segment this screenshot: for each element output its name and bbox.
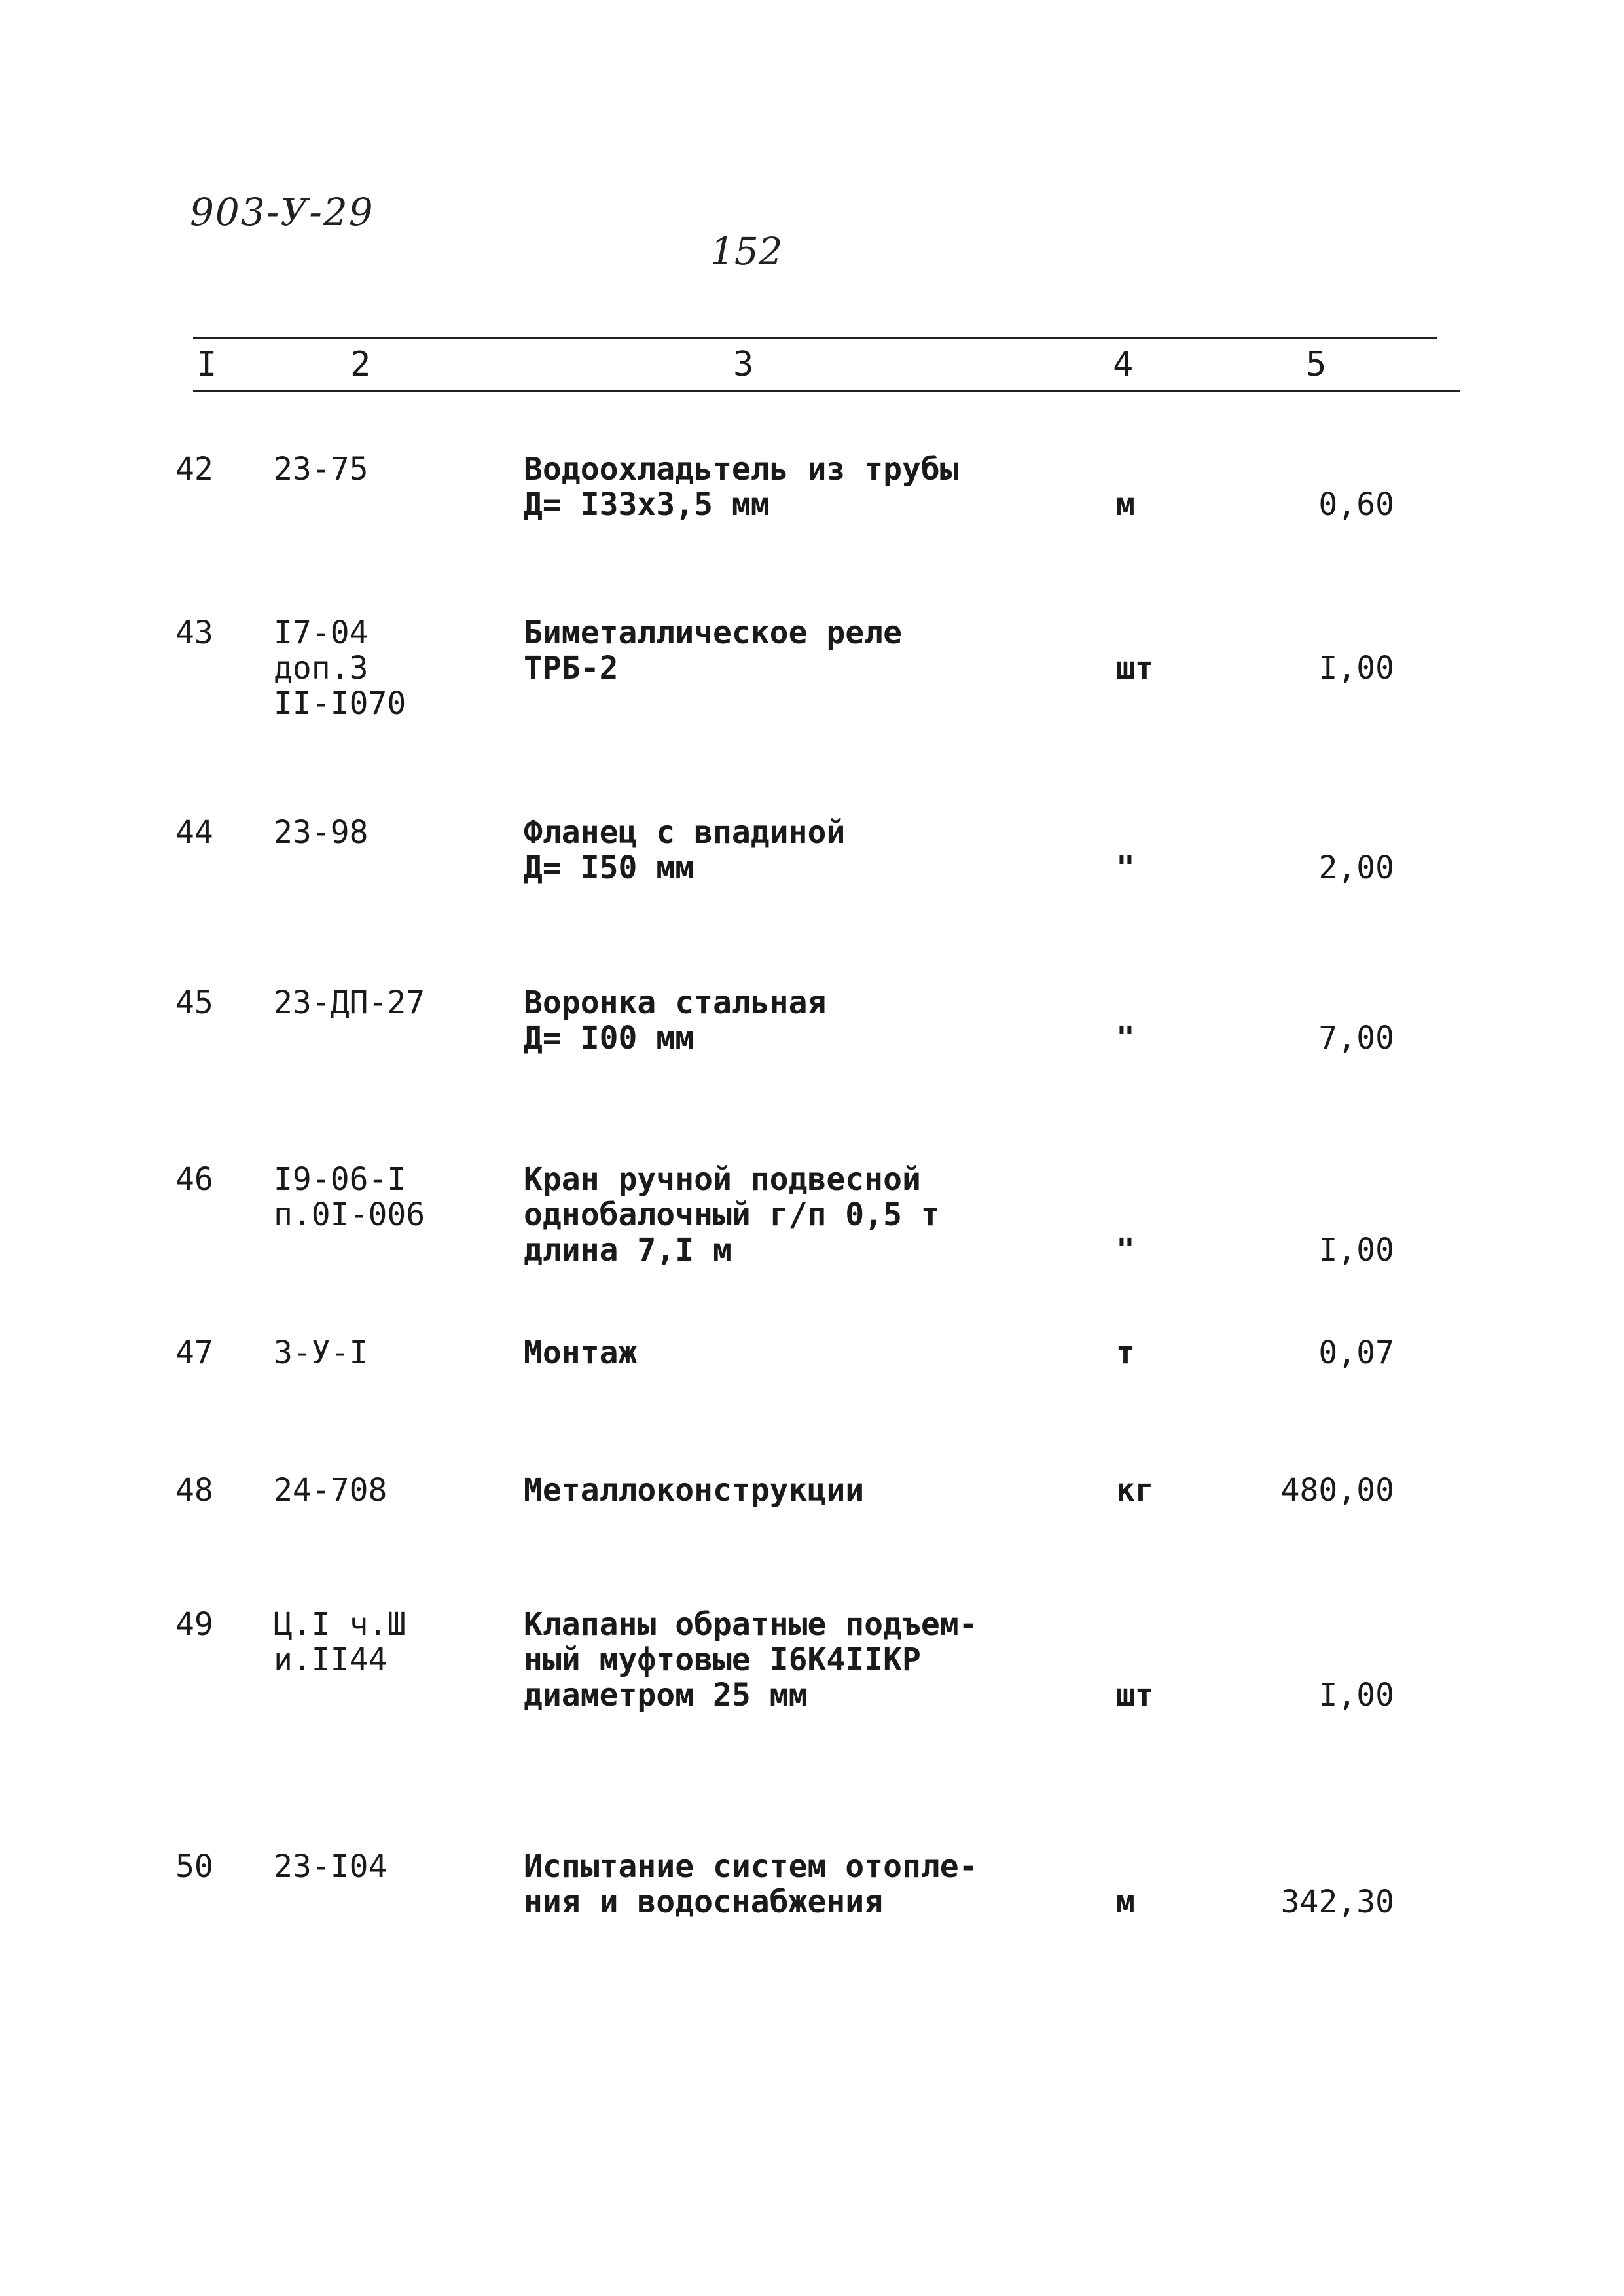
row-code (274, 452, 369, 487)
row-description-line: Д= I50 мм (524, 850, 695, 886)
row-code-line: I9-06-I (274, 1161, 406, 1198)
row-number: 46 (175, 1161, 213, 1198)
row-quantity: I,00 (1318, 650, 1394, 687)
row-description-line: Клапаны обратные подъем- (524, 1606, 978, 1643)
row-quantity: 0,07 (1318, 1335, 1394, 1371)
row-description-line: Д= I00 мм (524, 1020, 695, 1056)
row-unit: " (1116, 1232, 1135, 1268)
row-unit: шт (1116, 650, 1154, 687)
row-description (524, 615, 902, 686)
column-header-5: 5 (1306, 345, 1327, 384)
row-number: 44 (175, 814, 213, 851)
row-description (524, 1162, 940, 1268)
row-code (274, 1162, 425, 1232)
row-description-line: ТРБ-2 (524, 650, 619, 687)
row-code (274, 815, 369, 850)
row-code-line: Ц.I ч.Ш (274, 1606, 406, 1643)
row-code-line: и.II44 (274, 1641, 388, 1678)
row-description-line: ный муфтовые I6К4IIКР (524, 1641, 921, 1678)
row-description (524, 1335, 637, 1371)
row-quantity: 2,00 (1318, 850, 1394, 886)
row-code-line: 23-ДП-27 (274, 984, 425, 1021)
row-code (274, 1849, 387, 1884)
row-description-line: ния и водоснабжения (524, 1884, 884, 1920)
row-code (274, 615, 406, 721)
row-description-line: Биметаллическое реле (524, 615, 902, 651)
row-code (274, 985, 425, 1020)
table-header-rule (193, 390, 1460, 392)
row-code-line: 24-708 (274, 1472, 388, 1509)
row-quantity: 7,00 (1318, 1020, 1394, 1056)
row-description (524, 452, 959, 522)
row-number: 50 (175, 1848, 213, 1885)
row-unit: кг (1116, 1472, 1154, 1509)
column-header-3: 3 (733, 345, 754, 384)
row-unit: м (1116, 486, 1135, 523)
row-unit: шт (1116, 1677, 1154, 1713)
row-code (274, 1335, 369, 1371)
row-description-line: диаметром 25 мм (524, 1677, 808, 1713)
row-description-line: Д= I33х3,5 мм (524, 486, 770, 523)
row-description-line: Водоохладьтель из трубы (524, 451, 959, 488)
table-top-rule (193, 337, 1437, 339)
row-description (524, 815, 845, 886)
column-header-4: 4 (1113, 345, 1134, 384)
row-description-line: длина 7,I м (524, 1232, 732, 1268)
row-code-line: II-I070 (274, 685, 406, 722)
row-description (524, 985, 826, 1056)
row-number: 49 (175, 1606, 213, 1643)
row-number: 43 (175, 615, 213, 651)
row-description (524, 1607, 978, 1713)
row-unit: м (1116, 1884, 1135, 1920)
row-quantity: I,00 (1318, 1232, 1394, 1268)
row-description (524, 1849, 978, 1920)
row-code-line: I7-04 (274, 615, 369, 651)
document-code: 903-У-29 (190, 190, 374, 234)
row-description-line: Кран ручной подвесной (524, 1161, 921, 1198)
row-code-line: 23-75 (274, 451, 369, 488)
row-code (274, 1607, 406, 1677)
row-description-line: Воронка стальная (524, 984, 827, 1021)
row-code-line: 23-98 (274, 814, 369, 851)
page-number: 152 (710, 229, 783, 274)
row-number: 47 (175, 1335, 213, 1371)
row-unit: т (1116, 1335, 1135, 1371)
row-quantity: 342,30 (1280, 1884, 1394, 1920)
row-unit: " (1116, 850, 1135, 886)
row-description-line: Металлоконструкции (524, 1472, 865, 1509)
row-quantity: I,00 (1318, 1677, 1394, 1713)
row-description-line: Испытание систем отопле- (524, 1848, 978, 1885)
row-quantity: 0,60 (1318, 486, 1394, 523)
row-description-line: Монтаж (524, 1335, 638, 1371)
row-number: 48 (175, 1472, 213, 1509)
column-header-1: I (196, 345, 217, 384)
row-description (524, 1473, 864, 1508)
row-description-line: Фланец с впадиной (524, 814, 846, 851)
row-number: 42 (175, 451, 213, 488)
row-code-line: 23-I04 (274, 1848, 388, 1885)
column-header-2: 2 (350, 345, 371, 384)
row-quantity: 480,00 (1280, 1472, 1394, 1509)
row-code (274, 1473, 387, 1508)
row-code-line: доп.3 (274, 650, 369, 687)
row-number: 45 (175, 984, 213, 1021)
row-description-line: однобалочный г/п 0,5 т (524, 1196, 940, 1233)
row-unit: " (1116, 1020, 1135, 1056)
row-code-line: п.0I-006 (274, 1196, 425, 1233)
row-code-line: 3-У-I (274, 1335, 369, 1371)
